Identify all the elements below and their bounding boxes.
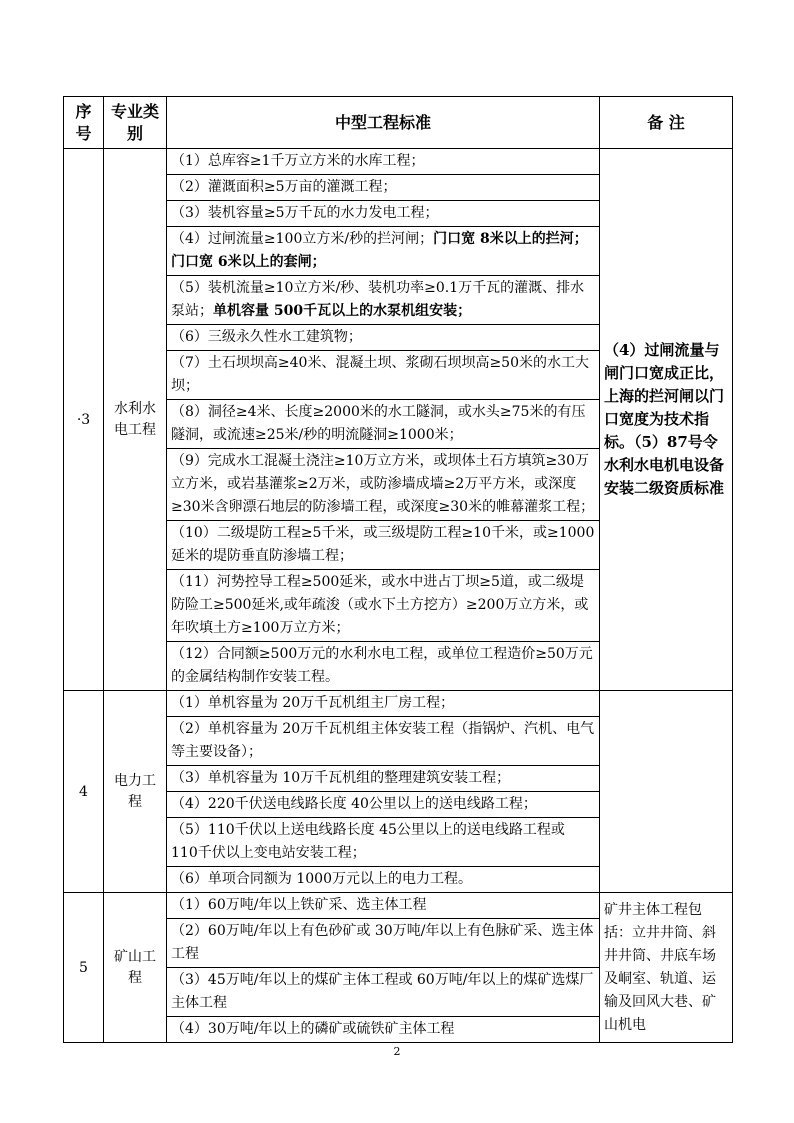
- standard-text: （1）单机容量为 20万千瓦机组主厂房工程；: [171, 695, 455, 711]
- cell-standard-item: [167, 717, 600, 766]
- cell-note: （4）过闸流量与闸门口宽成正比，上海的拦河闸以门口宽度为技术指标。（5）87号令水利水电机电设备安装二级资质标准: [600, 149, 733, 691]
- page-number: 2: [393, 1045, 401, 1058]
- standard-text: （7）土石坝坝高≥40米、混凝土坝、浆砌石坝坝高≥50米的水工大坝；: [171, 355, 589, 394]
- standard-text: （2）单机容量为 20万千瓦机组主体安装工程（指锅炉、汽机、电气等主要设备）；: [171, 721, 595, 760]
- cell-standard-item: [167, 691, 600, 717]
- cell-standard-item: [167, 570, 600, 642]
- standard-text: （12）合同额≥500万元的水利水电工程，或单位工程造价≥50万元的金属结构制作安装工程。: [171, 646, 593, 685]
- standard-text: （6）三级永久性水工建筑物；: [171, 329, 362, 345]
- standard-text: （1）总库容≥1千万立方米的水库工程；: [171, 153, 425, 169]
- standards-table: [63, 96, 733, 1043]
- standard-text: （4）220千伏送电线路长度 40公里以上的送电线路工程；: [171, 796, 537, 812]
- cell-standard-item: [167, 351, 600, 400]
- standard-text: （5）装机流量≥10立方米/秒、装机功率≥0.1万千瓦的灌溉、排水泵站；: [171, 280, 585, 319]
- cell-standard-item: [167, 642, 600, 691]
- cell-seq: 5: [64, 893, 104, 1043]
- cell-seq: 4: [64, 691, 104, 893]
- standard-bold-text: 单机容量 500千瓦以上的水泵机组安装；: [213, 303, 472, 319]
- cell-standard-item: [167, 867, 600, 893]
- header-seq: 序号: [64, 97, 104, 149]
- standard-text: （11）河势控导工程≥500延米，或水中进占丁坝≥5道，或二级堤防险工≥500延米,或年疏浚（或水下土方挖方）≥200万立方米，或年吹填土方≥100万立方米；: [171, 574, 589, 636]
- standard-text: （6）单项合同额为 1000万元以上的电力工程。: [171, 871, 472, 887]
- cell-standard-item: [167, 149, 600, 175]
- table-row: [64, 893, 733, 919]
- standard-text: （4）过闸流量≥100立方米/秒的拦河闸；: [171, 231, 434, 247]
- cell-seq: ·3: [64, 149, 104, 691]
- standard-text: （5）110千伏以上送电线路长度 45公里以上的送电线路工程或 110千伏以上变电站安装工程；: [171, 822, 565, 861]
- cell-standard-item: [167, 201, 600, 227]
- standard-text: （1）60万吨/年以上铁矿采、选主体工程: [171, 897, 427, 913]
- cell-standard-item: [167, 227, 600, 276]
- cell-standard-item: [167, 175, 600, 201]
- table-row: [64, 691, 733, 717]
- cell-standard-item: [167, 919, 600, 968]
- table-row: [64, 149, 733, 175]
- standard-text: （3）45万吨/年以上的煤矿主体工程或 60万吨/年以上的煤矿选煤厂主体工程: [171, 972, 594, 1011]
- header-standard: 中型工程标准: [167, 97, 600, 149]
- table-header-row: [64, 97, 733, 149]
- cell-standard-item: [167, 449, 600, 521]
- cell-standard-item: [167, 276, 600, 325]
- cell-note: 矿井主体工程包括：立井井筒、斜井井筒、井底车场及峒室、轨道、运输及回风大巷、矿山机电: [600, 893, 733, 1043]
- cell-category: 矿山工程: [104, 893, 167, 1043]
- standard-text: （10）二级堤防工程≥5千米，或三级堤防工程≥10千米，或≥1000延米的堤防垂直防渗墙工程；: [171, 525, 595, 564]
- standard-bold-text: 门口宽 8米以上的拦河；门口宽 6米以上的套闸；: [171, 231, 588, 270]
- cell-standard-item: [167, 521, 600, 570]
- standard-text: （3）装机容量≥5万千瓦的水力发电工程；: [171, 205, 439, 221]
- cell-standard-item: [167, 968, 600, 1017]
- standard-text: （4）30万吨/年以上的磷矿或硫铁矿主体工程: [171, 1021, 455, 1037]
- cell-standard-item: [167, 818, 600, 867]
- header-note: 备 注: [600, 97, 733, 149]
- cell-standard-item: [167, 400, 600, 449]
- cell-standard-item: [167, 766, 600, 792]
- standard-text: （8）洞径≥4米、长度≥2000米的水工隧洞，或水头≥75米的有压隧洞，或流速≥25米/秒的明流隧洞≥1000米；: [171, 404, 586, 443]
- cell-note: [600, 691, 733, 893]
- cell-standard-item: [167, 1017, 600, 1043]
- cell-category: 水利水电工程: [104, 149, 167, 691]
- standard-text: （2）60万吨/年以上有色砂矿或 30万吨/年以上有色脉矿采、选主体工程: [171, 923, 594, 962]
- header-category: 专业类别: [104, 97, 167, 149]
- standard-text: （3）单机容量为 10万千瓦机组的整理建筑安装工程；: [171, 770, 511, 786]
- cell-standard-item: [167, 792, 600, 818]
- cell-standard-item: [167, 893, 600, 919]
- cell-category: 电力工程: [104, 691, 167, 893]
- cell-standard-item: [167, 325, 600, 351]
- standard-text: （9）完成水工混凝土浇注≥10万立方米，或坝体土石方填筑≥30万立方米，或岩基灌浆≥2万米，或防渗墙成墙≥2万平方米，或深度≥30米含卵漂石地层的防渗墙工程，或深度≥30米的帷幕灌浆工程；: [171, 453, 595, 515]
- table-body: [64, 149, 733, 1043]
- standard-text: （2）灌溉面积≥5万亩的灌溉工程；: [171, 179, 397, 195]
